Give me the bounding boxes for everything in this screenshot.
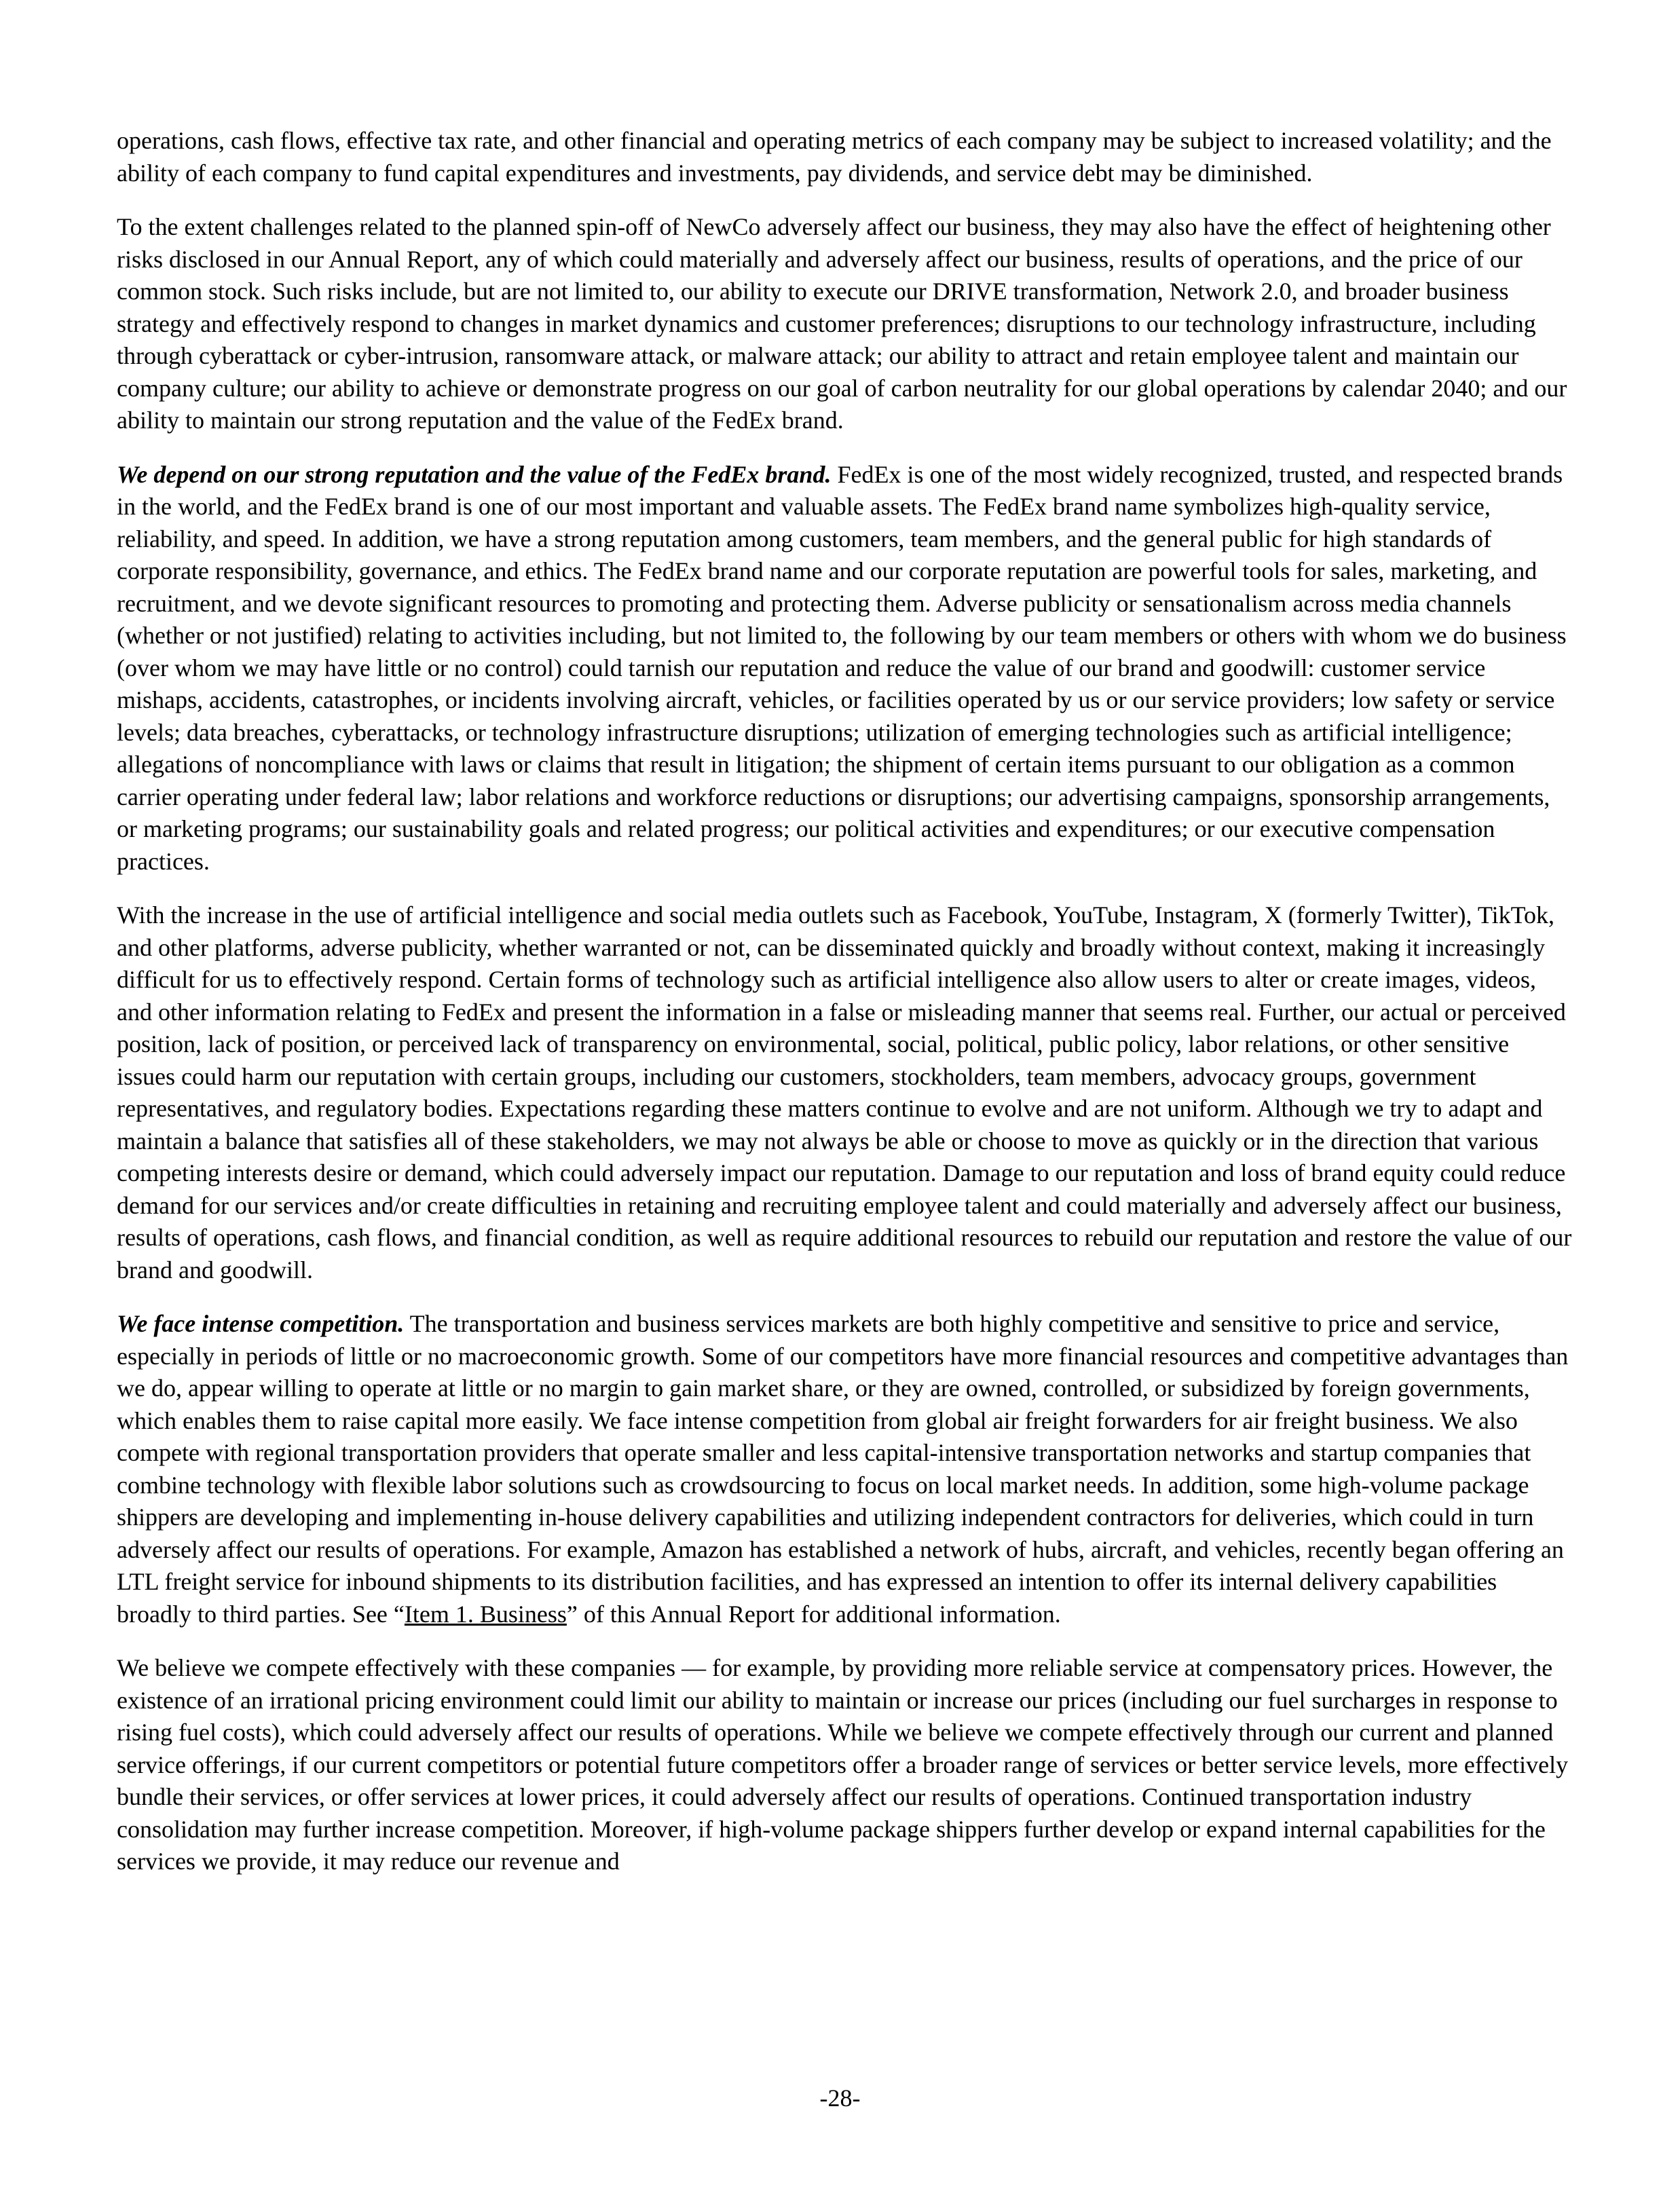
paragraph-spin-off-risks: To the extent challenges related to the planned spin-off of NewCo adversely affect our business, they may also have the effect of heightening other risks disclosed in our Annual Report, any of which could materially and adversely affect our business, results of operations, and the price of our common stock. Such risks include, but are not limited to, our ability to execute our DRIVE transformation, Network 2.0, and broader business strategy and effectively respond to changes in market dynamics and customer preferences; disruptions to our technology infrastructure, including through cyberattack or cyber-intrusion, ransomware attack, or malware attack; our ability to attract and retain employee talent and maintain our company culture; our ability to achieve or demonstrate progress on our goal of carbon neutrality for our global operations by calendar 2040; and our ability to maintain our strong reputation and the value of the FedEx brand.	[117, 213, 1567, 434]
paragraph-compete-effectively: We believe we compete effectively with these companies — for example, by providing more reliable service at compensatory prices. However, the existence of an irrational pricing environment could limit our ability to maintain or increase our prices (including our fuel surcharges in response to rising fuel costs), which could adversely affect our results of operations. While we believe we compete effectively through our current and planned service offerings, if our current competitors or potential future competitors offer a broader range of services or better service levels, more effectively bundle their services, or offer services at lower prices, it could adversely affect our results of operations. Continued transportation industry consolidation may further increase competition. Moreover, if high-volume package shippers further develop or expand internal capabilities for the services we provide, it may reduce our revenue and	[117, 1654, 1569, 1875]
competition-risk-text: The transportation and business services markets are both highly competitive and sensitive to price and service, especially in periods of little or no macroeconomic growth. Some of our competitors have more financial resources and competitive advantages than we do, appear willing to operate at little or no margin to gain market share, or they are owned, controlled, or subsidized by foreign governments, which enables them to raise capital more easily. We face intense competition from global air freight forwarders for air freight business. We also compete with regional transportation providers that operate smaller and less capital-intensive transportation networks and startup companies that combine technology with flexible labor solutions such as crowdsourcing to focus on local market needs. In addition, some high-volume package shippers are developing and implementing in-house delivery capabilities and utilizing independent contractors for deliveries, which could in turn adversely affect our results of operations. For example, Amazon has established a network of hubs, aircraft, and vehicles, recently began offering an LTL freight service for inbound shipments to its distribution facilities, and has expressed an intention to offer its internal delivery capabilities broadly to third parties. See “	[117, 1310, 1569, 1628]
competition-risk-heading: We face intense competition.	[117, 1310, 405, 1337]
page-number: -28-	[819, 2084, 861, 2112]
paragraph-competition	[117, 1308, 1573, 1630]
paragraph-reputation	[117, 459, 1573, 878]
document-body	[117, 125, 1573, 1900]
item-1-business-link[interactable]: Item 1. Business	[404, 1600, 567, 1628]
competition-risk-text-tail: ” of this Annual Report for additional information.	[566, 1600, 1061, 1628]
reputation-risk-text: FedEx is one of the most widely recognized, trusted, and respected brands in the world, and the FedEx brand is one of our most important and valuable assets. The FedEx brand name symbolizes high-quality service, reliability, and speed. In addition, we have a strong reputation among customers, team members, and the general public for high standards of corporate responsibility, governance, and ethics. The FedEx brand name and our corporate reputation are powerful tools for sales, marketing, and recruitment, and we devote significant resources to promoting and protecting them. Adverse publicity or sensationalism across media channels (whether or not justified) relating to activities including, but not limited to, the following by our team members or others with whom we do business (over whom we may have little or no control) could tarnish our reputation and reduce the value of our brand and goodwill: customer service mishaps, accidents, catastrophes, or incidents involving aircraft, vehicles, or facilities operated by us or our service providers; low safety or service levels; data breaches, cyberattacks, or technology infrastructure disruptions; utilization of emerging technologies such as artificial intelligence; allegations of noncompliance with laws or claims that result in litigation; the shipment of certain items pursuant to our obligation as a common carrier operating under federal law; labor relations and workforce reductions or disruptions; our advertising campaigns, sponsorship arrangements, or marketing programs; our sustainability goals and related progress; our political activities and expenditures; or our executive compensation practices.	[117, 460, 1567, 875]
paragraph-spin-off-continuation: operations, cash flows, effective tax rate, and other financial and operating metrics of each company may be subject to increased volatility; and the ability of each company to fund capital expenditures and investments, pay dividends, and service debt may be diminished.	[117, 127, 1552, 187]
paragraph-social-media: With the increase in the use of artificial intelligence and social media outlets such as Facebook, YouTube, Instagram, X (formerly Twitter), TikTok, and other platforms, adverse publicity, whether warranted or not, can be disseminated quickly and broadly without context, making it increasingly difficult for us to effectively respond. Certain forms of technology such as artificial intelligence also allow users to alter or create images, videos, and other information relating to FedEx and present the information in a false or misleading manner that seems real. Further, our actual or perceived position, lack of position, or perceived lack of transparency on environmental, social, political, public policy, labor relations, or other sensitive issues could harm our reputation with certain groups, including our customers, stockholders, team members, advocacy groups, government representatives, and regulatory bodies. Expectations regarding these matters continue to evolve and are not uniform. Although we try to adapt and maintain a balance that satisfies all of these stakeholders, we may not always be able or choose to move as quickly or in the direction that various competing interests desire or demand, which could adversely impact our reputation. Damage to our reputation and loss of brand equity could reduce demand for our services and/or create difficulties in retaining and recruiting employee talent and could materially and adversely affect our business, results of operations, cash flows, and financial condition, as well as require additional resources to rebuild our reputation and restore the value of our brand and goodwill.	[117, 901, 1572, 1284]
reputation-risk-heading: We depend on our strong reputation and the value of the FedEx brand.	[117, 460, 832, 488]
